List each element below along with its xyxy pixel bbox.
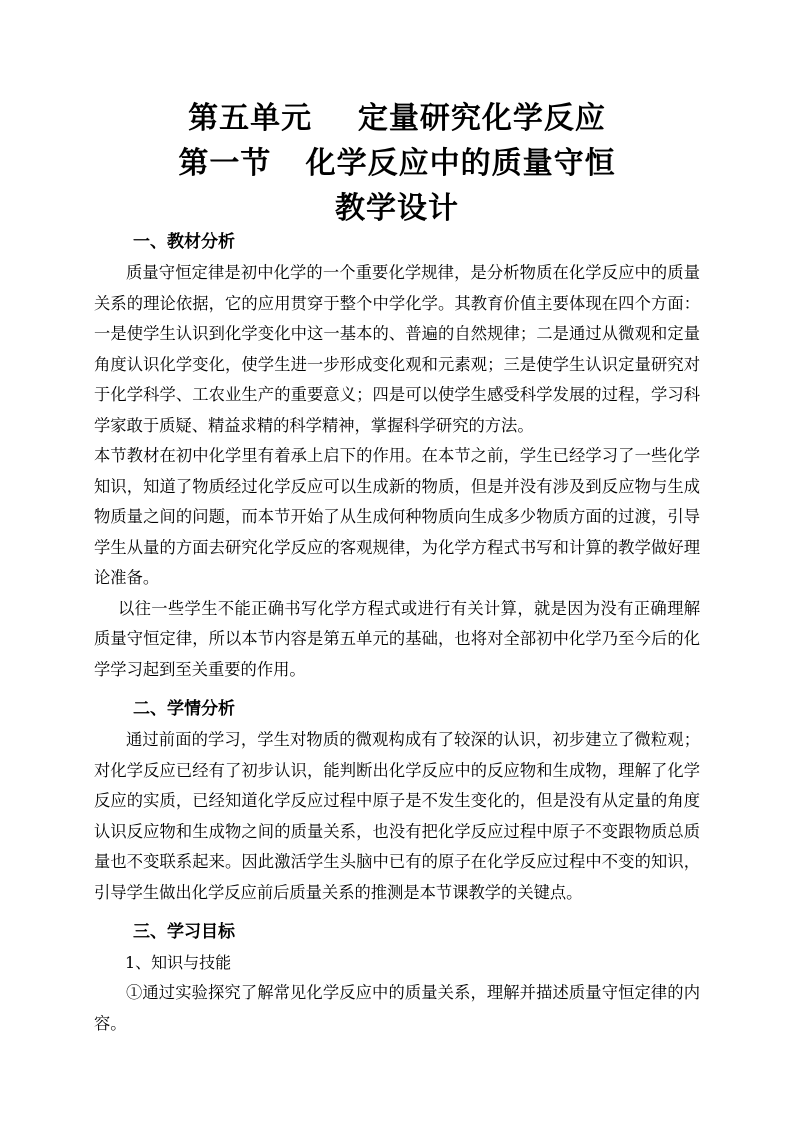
document-type-title: 教学设计	[335, 191, 459, 226]
title-block	[0, 96, 794, 231]
paragraph-textbook-analysis-2: 本节教材在初中化学里有着承上启下的作用。在本节之前，学生已经学习了一些化学知识，知道了物质经过化学反应可以生成新的物质，但是并没有涉及到反应物与生成物质量之间的问题，而本节开始了从生成何种物质向生成多少物质方面的过渡，引导学生从量的方面去研究化学反应的客观规律，为化学方程式书写和计算的教学做好理论准备。	[94, 446, 700, 587]
objective-item-1: ①通过实验探究了解常见化学反应中的质量关系，理解并描述质量守恒定律的内容。	[94, 983, 700, 1033]
document-body	[0, 226, 794, 1039]
section-title: 第一节 化学反应中的质量守恒	[178, 146, 616, 181]
paragraph-learner-analysis: 通过前面的学习，学生对物质的微观构成有了较深的认识，初步建立了微粒观；对化学反应已经有了初步认识，能判断出化学反应中的反应物和生成物，理解了化学反应的实质，已经知道化学反应过程中原子是不发生变化的，但是没有从定量的角度认识反应物和生成物之间的质量关系，也没有把化学反应过程中原子不变跟物质总质量也不变联系起来。因此激活学生头脑中已有的原子在化学反应过程中不变的知识，引导学生做出化学反应前后质量关系的推测是本节课教学的关键点。	[94, 730, 700, 902]
heading-textbook-analysis: 一、教材分析	[133, 232, 235, 252]
paragraph-textbook-analysis-1: 质量守恒定律是初中化学的一个重要化学规律，是分析物质在化学反应中的质量关系的理论依据，它的应用贯穿于整个中学化学。其教育价值主要体现在四个方面：一是使学生认识到化学变化中这一基本的、普遍的自然规律；二是通过从微观和定量角度认识化学变化，使学生进一步形成变化观和元素观；三是使学生认识定量研究对于化学科学、工农业生产的重要意义；四是可以使学生感受科学发展的过程，学习科学家敢于质疑、精益求精的科学精神，掌握科学研究的方法。	[94, 263, 700, 435]
paragraph-textbook-analysis-3: 以往一些学生不能正确书写化学方程式或进行有关计算，就是因为没有正确理解质量守恒定律，所以本节内容是第五单元的基础，也将对全部初中化学乃至今后的化学学习起到至关重要的作用。	[94, 598, 700, 679]
heading-learning-objectives: 三、学习目标	[133, 922, 235, 942]
unit-title: 第五单元 定量研究化学反应	[188, 101, 606, 136]
heading-learner-analysis: 二、学情分析	[133, 699, 235, 719]
subheading-knowledge-skills: 1、知识与技能	[125, 953, 232, 972]
